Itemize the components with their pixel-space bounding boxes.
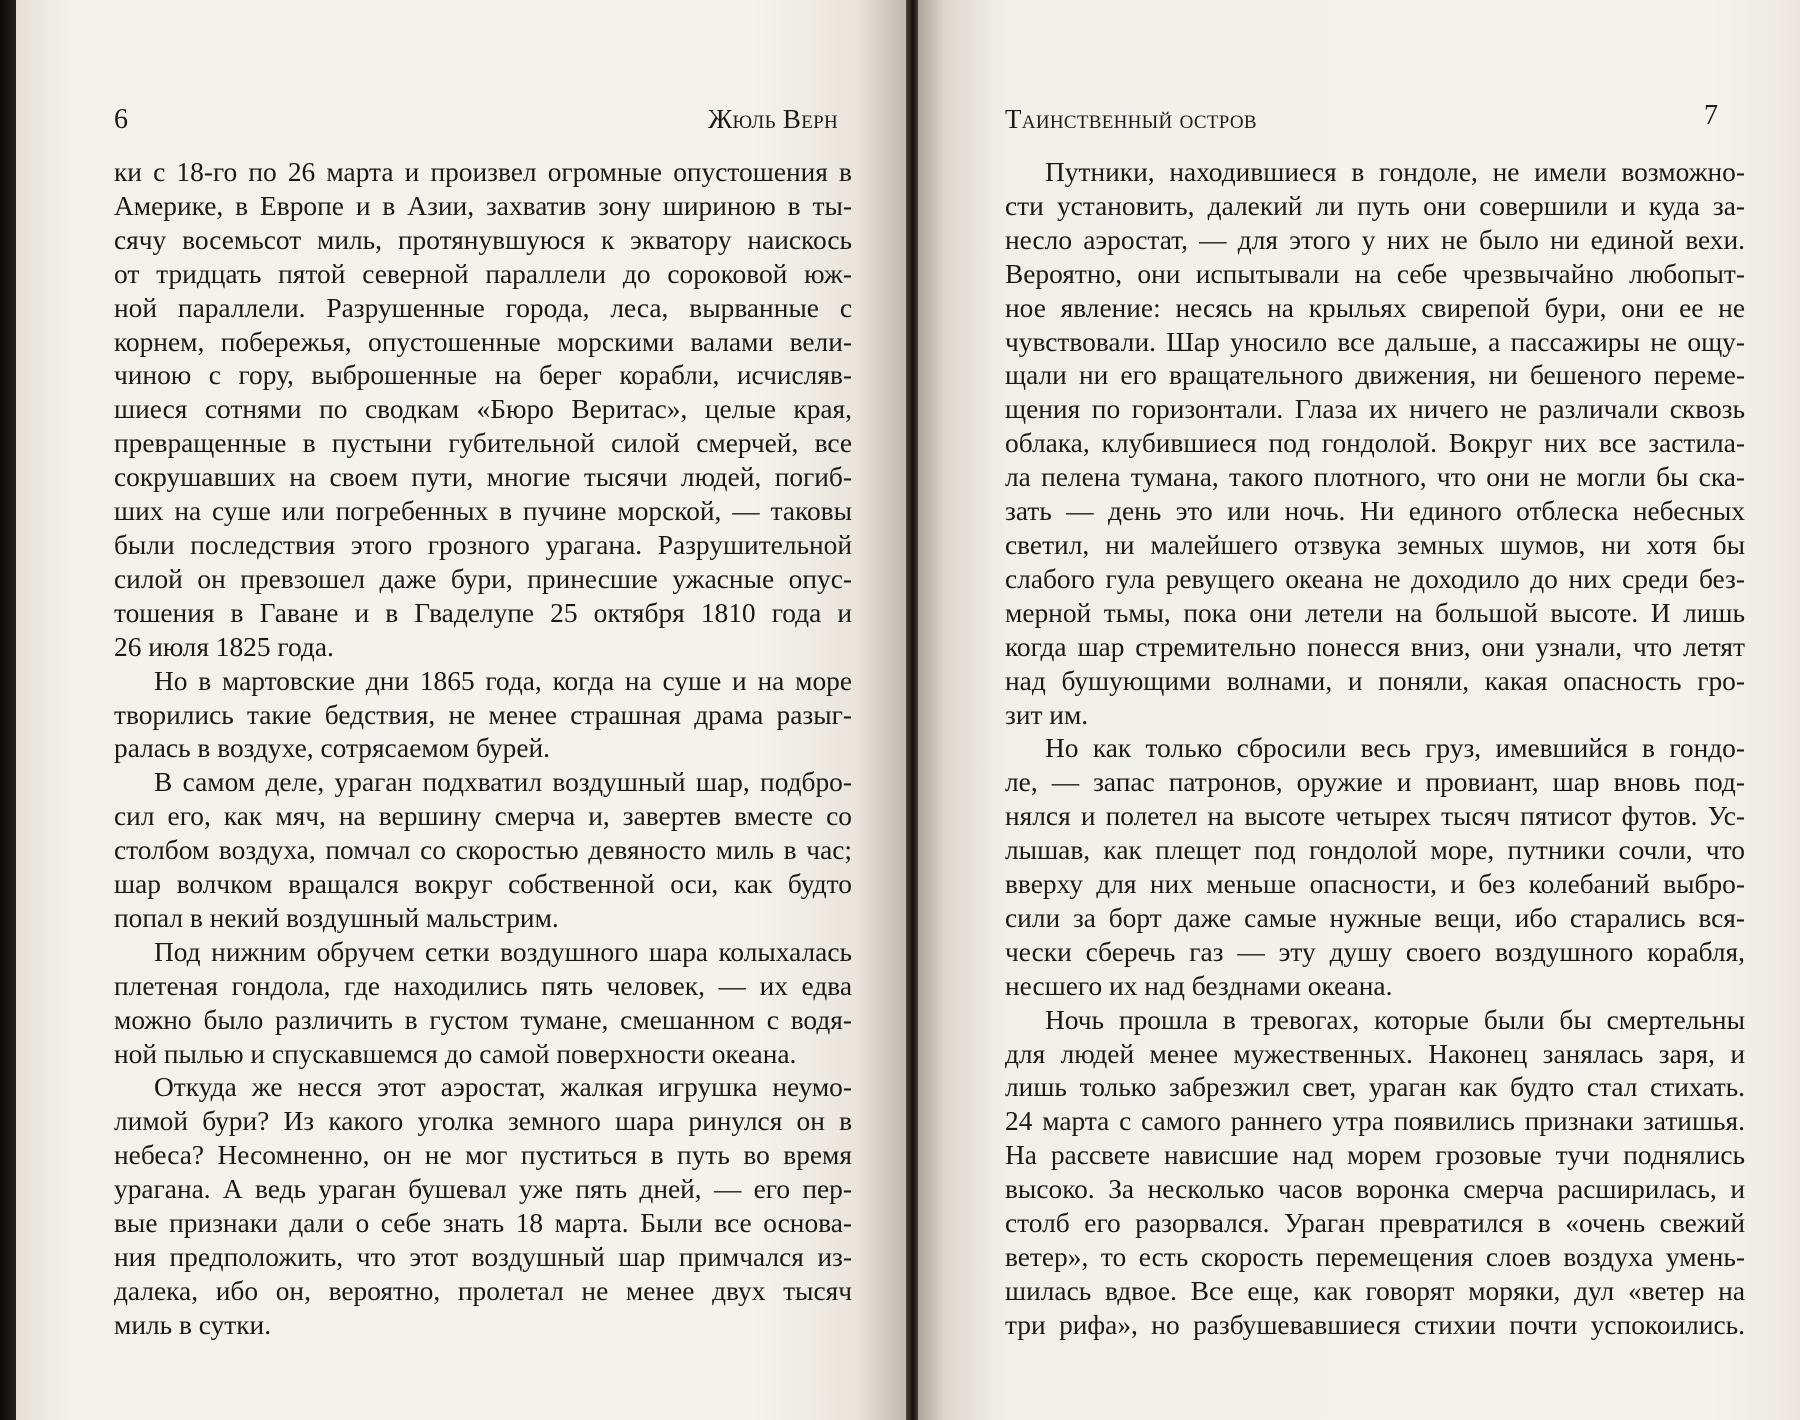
text-line: ной параллели. Разрушенные города, леса, вырванные с — [114, 292, 852, 323]
text-line: ки с 18-го по 26 марта и произвел огромные опустошения в — [114, 157, 852, 187]
text-line: зать — день это или ночь. Ни единого отблеска небесных — [1005, 496, 1745, 527]
right-page-text — [1005, 156, 1745, 1343]
text-line: Откуда же несся этот аэростат, жалкая игрушка неумо- — [154, 1072, 852, 1103]
text-line: светил, ни малейшего отзвука земных шумов, ни хотя бы — [1005, 529, 1745, 560]
text-line: зит им. — [1005, 699, 1089, 730]
text-line: Но в мартовские дни 1865 года, когда на суше и на море — [154, 665, 852, 696]
left-running-head: Жюль Верн — [708, 104, 838, 134]
text-line: ла пелена тумана, такого плотного, что они не могли бы ска- — [1005, 462, 1745, 493]
text-line: три рифа», но разбушевавшиеся стихии почти успокоились. — [1005, 1309, 1745, 1340]
text-line: шилась вдвое. Все еще, как говорят моряки, дул «ветер на — [1005, 1275, 1745, 1306]
text-line: слабого гула ревущего океана не доходило до них среди без- — [1005, 563, 1745, 594]
text-line: ле, — запас патронов, оружие и провиант, шар вновь под- — [1005, 767, 1745, 798]
text-line: нялся и полетел на высоте четырех тысяч пятисот футов. Ус- — [1005, 801, 1745, 832]
text-line: творились такие бедствия, не менее страшная драма разыг- — [114, 699, 852, 730]
text-line: столб его разорвался. Ураган превратился в «очень свежий — [1005, 1208, 1745, 1239]
text-line: далека, ибо он, вероятно, пролетал не менее двух тысяч — [114, 1275, 852, 1306]
text-line: шар волчком вращался вокруг собственной оси, как будто — [114, 869, 852, 900]
text-line: были последствия этого грозного урагана. Разрушительной — [114, 529, 852, 560]
text-line: лышав, как плещет под гондолой море, путники сочли, что — [1005, 835, 1745, 866]
text-line: можно было различить в густом тумане, смешанном с водя- — [114, 1004, 852, 1035]
text-line: сокрушавших на своем пути, многие тысячи людей, погиб- — [114, 462, 852, 493]
text-line: ния предположить, что этот воздушный шар примчался из- — [114, 1242, 852, 1272]
text-line: Америке, в Европе и в Азии, захватив зону шириною в ты- — [114, 190, 852, 221]
text-line: небеса? Несомненно, он не мог пуститься в путь во время — [114, 1140, 852, 1171]
text-line: чувствовали. Шар уносило все дальше, а пассажиры не ощу- — [1005, 326, 1745, 357]
right-running-head: Таинственный остров — [1005, 104, 1257, 134]
text-line: вверху для них меньше опасности, и без колебаний выбро- — [1005, 869, 1745, 900]
right-page-number: 7 — [1704, 100, 1718, 131]
text-line: 26 июля 1825 года. — [114, 631, 334, 662]
text-line: плетеная гондола, где находились пять человек, — их едва — [114, 970, 852, 1001]
text-line: В самом деле, ураган подхватил воздушный шар, подбро- — [154, 767, 852, 798]
text-line: облака, клубившиеся под гондолой. Вокруг них все застила- — [1005, 428, 1745, 459]
text-line: над бушующими волнами, и поняли, какая опасность гро- — [1005, 665, 1745, 696]
text-line: для людей менее мужественных. Наконец занялась заря, и — [1005, 1038, 1745, 1069]
text-line: тошения в Гаване и в Гваделупе 25 октября 1810 года и — [114, 597, 852, 628]
text-line: миль в сутки. — [114, 1309, 272, 1340]
text-line: лишь только забрезжил свет, ураган как будто стал стихать. — [1005, 1072, 1745, 1103]
text-line: чиною с гору, выброшенные на берег корабли, исчисляв- — [114, 360, 852, 391]
text-line: превращенные в пустыни губительной силой смерчей, все — [114, 428, 852, 459]
text-line: несло аэростат, — для этого у них не было ни единой вехи. — [1005, 224, 1745, 255]
text-line: сил его, как мяч, на вершину смерча и, завертев вместе со — [114, 801, 852, 832]
text-line: ное явление: несясь на крыльях свирепой бури, они ее не — [1005, 292, 1745, 323]
text-line: урагана. А ведь ураган бушевал уже пять дней, — его пер- — [114, 1174, 852, 1205]
text-line: сячу восемьсот миль, протянувшуюся к экватору наискось — [114, 224, 852, 255]
text-line: ной пылью и спускавшемся до самой поверхности океана. — [114, 1038, 797, 1069]
text-line: На рассвете нависшие над морем грозовые тучи поднялись — [1005, 1140, 1745, 1171]
text-line: шиеся сотнями по сводкам «Бюро Веритас», целые края, — [114, 394, 852, 425]
right-page — [918, 0, 1800, 1420]
text-line: сили за борт даже самые нужные вещи, ибо старались вся- — [1005, 902, 1745, 933]
text-line: чески сберечь газ — эту душу своего воздушного корабля, — [1005, 936, 1745, 967]
text-line: мерной тьмы, пока они летели на большой высоте. И лишь — [1005, 597, 1745, 628]
left-page — [16, 0, 910, 1420]
text-line: ралась в воздухе, сотрясаемом бурей. — [114, 733, 550, 764]
text-line: щали ни его вращательного движения, ни бешеного переме- — [1005, 360, 1745, 391]
text-line: высоко. За несколько часов воронка смерча расширилась, и — [1005, 1174, 1745, 1205]
text-line: когда шар стремительно понесся вниз, они узнали, что летят — [1005, 631, 1745, 662]
text-line: лимой бури? Из какого уголка земного шара ринулся он в — [114, 1106, 852, 1137]
text-line: щения по горизонтали. Глаза их ничего не различали сквозь — [1005, 394, 1745, 425]
text-line: несшего их над безднами океана. — [1005, 970, 1393, 1001]
text-line: Ночь прошла в тревогах, которые были бы смертельны — [1045, 1004, 1745, 1035]
text-line: 24 марта с самого раннего утра появились признаки затишья. — [1005, 1106, 1745, 1137]
text-line: сти установить, далекий ли путь они совершили и куда за- — [1005, 190, 1745, 221]
text-line: силой он превзошел даже бури, принесшие ужасные опус- — [114, 563, 852, 594]
text-line: Но как только сбросили весь груз, имевшийся в гондо- — [1045, 733, 1745, 764]
text-line: вые признаки дали о себе знать 18 марта. Были все основа- — [114, 1208, 852, 1239]
left-page-text — [114, 156, 852, 1343]
left-page-number: 6 — [114, 104, 128, 135]
text-line: Путники, находившиеся в гондоле, не имели возможно- — [1045, 157, 1745, 187]
text-line: попал в некий воздушный мальстрим. — [114, 902, 559, 933]
text-line: корнем, побережья, опустошенные морскими валами вели- — [114, 326, 852, 357]
text-line: от тридцать пятой северной параллели до сороковой юж- — [114, 258, 852, 289]
text-line: ветер», то есть скорость перемещения слоев воздуха умень- — [1005, 1242, 1745, 1272]
text-line: Под нижним обручем сетки воздушного шара колыхалась — [154, 936, 852, 967]
text-line: Вероятно, они испытывали на себе чрезвычайно любопыт- — [1005, 258, 1745, 289]
text-line: ших на суше или погребенных в пучине морской, — таковы — [114, 496, 852, 527]
text-line: столбом воздуха, помчал со скоростью девяносто миль в час; — [114, 835, 852, 866]
